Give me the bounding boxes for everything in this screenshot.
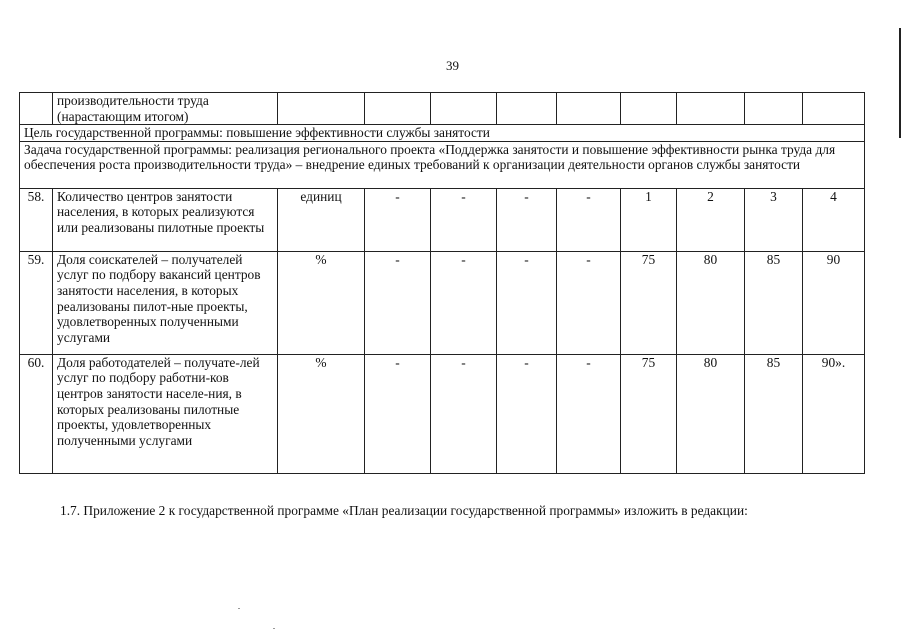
value-cell: - xyxy=(431,354,497,473)
row-number: 59. xyxy=(20,251,53,354)
value-cell: - xyxy=(497,251,557,354)
value-cell: - xyxy=(557,188,621,251)
value-cell: 3 xyxy=(745,188,803,251)
goal-text: Цель государственной программы: повышение эффективности службы занятости xyxy=(20,125,865,142)
indicator-name: Доля соискателей – получателей услуг по подбору вакансий центров занятости населения, в которых реализованы пилот-ные проекты, удовлетворенных полученными услугами xyxy=(53,251,278,354)
value-cell: - xyxy=(497,188,557,251)
value-cell: - xyxy=(365,251,431,354)
value-cell: 80 xyxy=(677,354,745,473)
value-cell: - xyxy=(557,251,621,354)
value-cell: 2 xyxy=(677,188,745,251)
amendment-paragraph: 1.7. Приложение 2 к государственной программе «План реализации государственной программы» изложить в редакции: xyxy=(60,503,748,518)
page-number: 39 xyxy=(446,58,459,73)
unit-cell: % xyxy=(278,251,365,354)
goal-row xyxy=(20,125,865,142)
row-num-cell xyxy=(20,93,53,125)
unit-cell xyxy=(278,93,365,125)
task-text: Задача государственной программы: реализация регионального проекта «Поддержка занятости и повышение эффективности рынка труда для обеспечения роста производительности труда» – внедрение единых требований к организации деятельности органов службы занятости xyxy=(20,141,865,188)
value-cell: 90». xyxy=(803,354,865,473)
task-row xyxy=(20,141,865,188)
value-cell: 1 xyxy=(621,188,677,251)
value-cell: 90 xyxy=(803,251,865,354)
value-cell: - xyxy=(431,188,497,251)
indicator-name: Количество центров занятости населения, в которых реализуются или реализованы пилотные проекты xyxy=(53,188,278,251)
value-cell: - xyxy=(431,251,497,354)
indicator-name: производительности труда (нарастающим итогом) xyxy=(53,93,278,125)
value-cell: - xyxy=(365,354,431,473)
value-cell: - xyxy=(497,354,557,473)
indicator-name: Доля работодателей – получате-лей услуг по подбору работни-ков центров занятости населе-ния, в которых реализованы пилотные проекты, удовлетворенных полученными услугами xyxy=(53,354,278,473)
value-cell: 75 xyxy=(621,354,677,473)
table-row xyxy=(20,188,865,251)
table-row-continuation xyxy=(20,93,865,125)
value-cell: 80 xyxy=(677,251,745,354)
page-edge-line xyxy=(899,28,901,138)
value-cell: 85 xyxy=(745,251,803,354)
row-number: 58. xyxy=(20,188,53,251)
value-cell: 75 xyxy=(621,251,677,354)
value-cell: - xyxy=(557,354,621,473)
unit-cell: % xyxy=(278,354,365,473)
table-row xyxy=(20,251,865,354)
value-cell: - xyxy=(365,188,431,251)
scan-speck xyxy=(273,628,275,629)
value-cell: 4 xyxy=(803,188,865,251)
scan-speck xyxy=(238,608,240,609)
table-row xyxy=(20,354,865,473)
indicators-table xyxy=(19,92,865,474)
value-cell: 85 xyxy=(745,354,803,473)
unit-cell: единиц xyxy=(278,188,365,251)
row-number: 60. xyxy=(20,354,53,473)
